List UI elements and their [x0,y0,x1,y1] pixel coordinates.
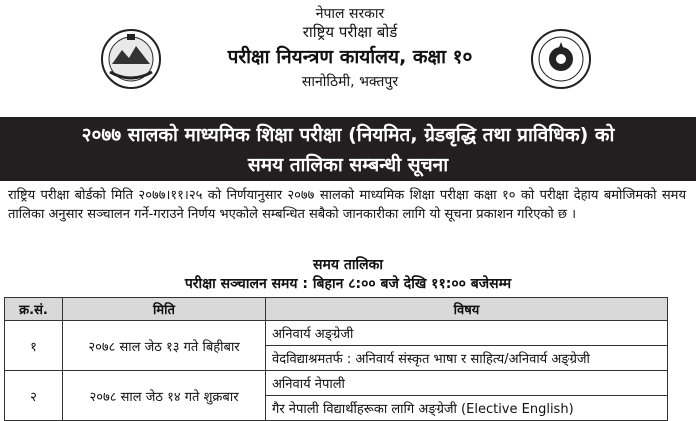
row-subject: अनिवार्य अङ्ग्रेजी [266,321,668,346]
header-subject: विषय [266,298,668,321]
header-date: मिति [63,298,266,321]
table-row [5,371,668,396]
row-serial: १ [5,321,63,371]
row-subject: अनिवार्य नेपाली [266,371,668,396]
government-title: नेपाल सरकार [315,6,385,22]
banner-line-1: २०७७ सालको माध्यमिक शिक्षा परीक्षा (नियमित, ग्रेडबृद्धि तथा प्राविधिक) को [81,124,615,146]
notice-banner [0,117,696,181]
office-title: परीक्षा नियन्त्रण कार्यालय, कक्षा १० [227,46,473,68]
schedule-table [4,297,668,421]
office-location: सानोठिमी, भक्तपुर [301,74,399,90]
row-date: २०७८ साल जेठ १३ गते बिहीबार [63,321,266,371]
table-row [5,321,668,346]
row-subject: वेदविद्याश्रमतर्फ : अनिवार्य संस्कृत भाषा र साहित्य/अनिवार्य अङ्ग्रेजी [266,346,668,371]
header-serial: क्र.सं. [5,298,63,321]
row-subject: गैर नेपाली विद्यार्थीहरूका लागि अङ्ग्रेजी (Elective English) [266,396,668,421]
exam-time: परीक्षा सञ्चालन समय : बिहान ८:०० बजे देखि ११:०० बजेसम्म [184,276,512,292]
table-header-row [5,298,668,321]
row-serial: २ [5,371,63,421]
banner-line-2: समय तालिका सम्बन्धी सूचना [247,154,449,176]
board-title: राष्ट्रिय परीक्षा बोर्ड [302,23,398,41]
schedule-title: समय तालिका [313,257,383,273]
row-date: २०७८ साल जेठ १४ गते शुक्रबार [63,371,266,421]
notice-paragraph: राष्ट्रिय परीक्षा बोर्डको मिति २०७७।११।२५ को निर्णयानुसार २०७७ सालको माध्यमिक शिक्षा परीक्षा कक्षा १० को परीक्षा देहाय बमोजिमको समय तालिका अनुसार सञ्चालन गर्ने-गराउने निर्णय भएकोले सम्बन्धित सबैको जानकारीका लागि यो सूचना प्रकाशन गरिएको छ । [8,188,686,222]
